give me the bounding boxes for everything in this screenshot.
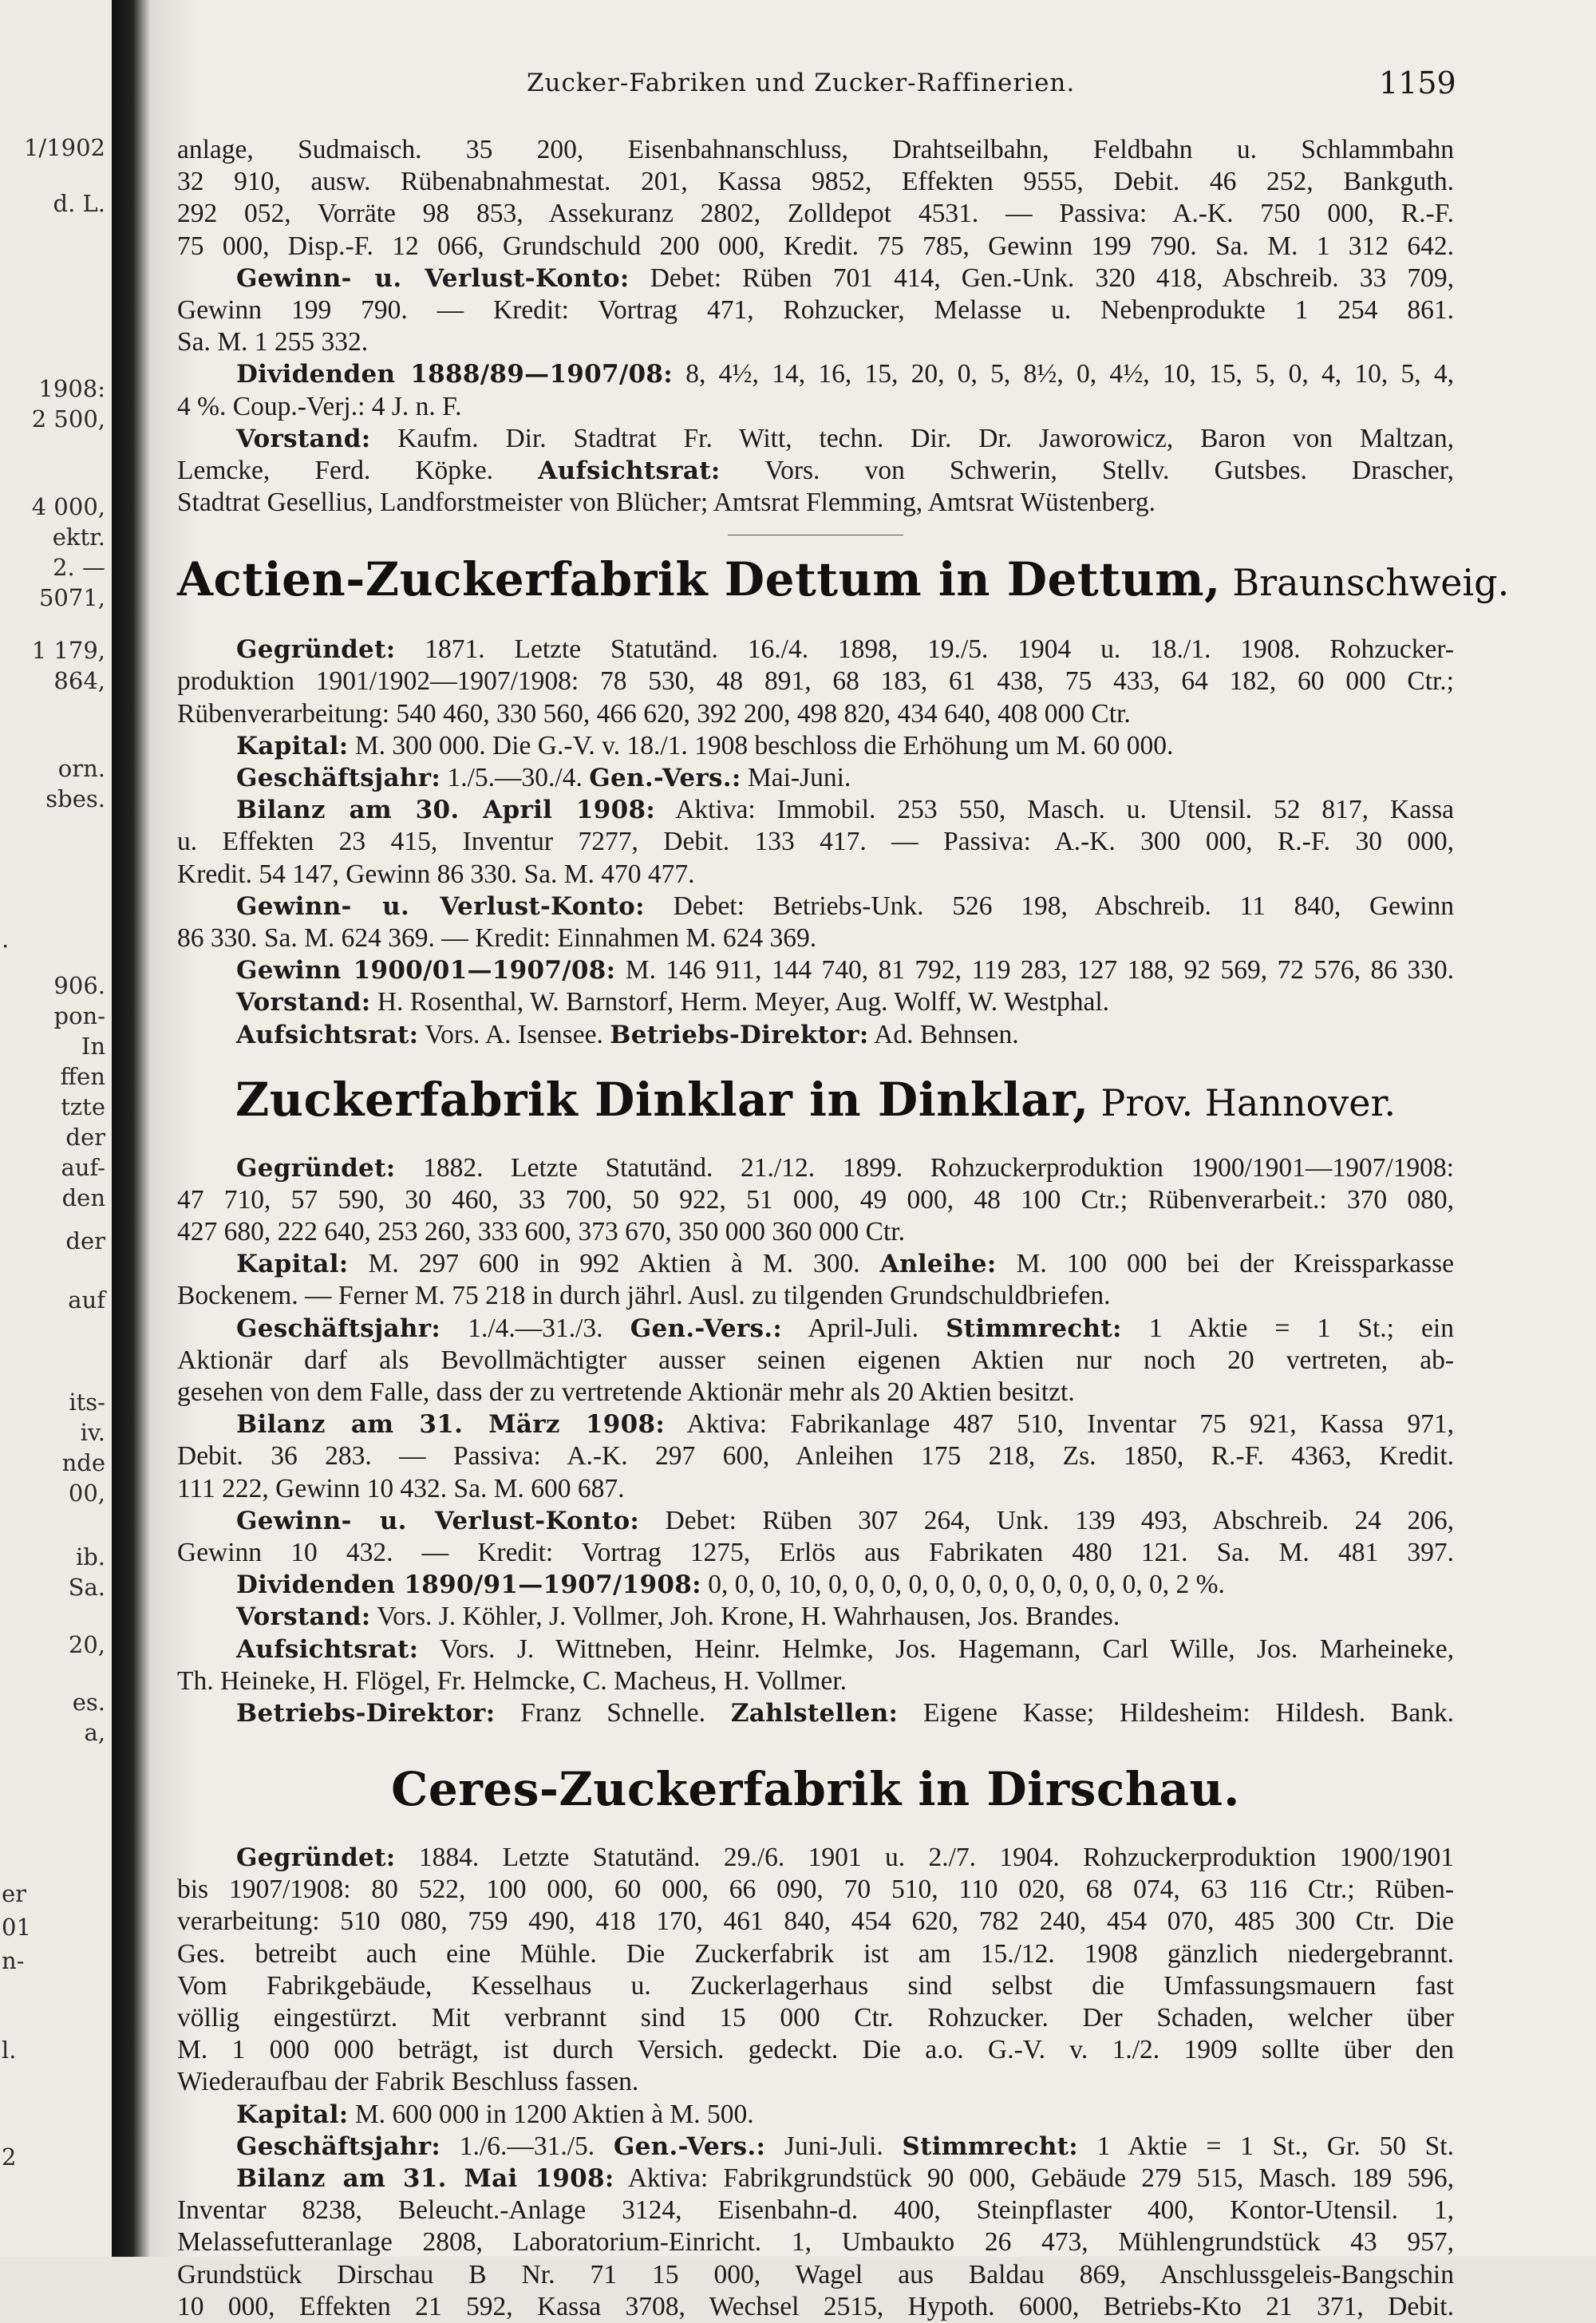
field-label: Geschäftsjahr:: [236, 764, 441, 792]
entry-dirschau: [177, 1761, 1454, 2323]
book-page: [150, 0, 1596, 2321]
text-line: [177, 634, 1454, 666]
text-line: Grundstück Dirschau B Nr. 71 15 000, Wagel aus Baldau 869, Anschlussgeleis-Bangschin: [177, 2259, 1454, 2289]
text-line: 4 %. Coup.-Verj.: 4 J. n. F.: [177, 391, 462, 421]
facing-fragment: sbes.: [45, 785, 105, 812]
entry-title-location: Prov. Hannover.: [1088, 1081, 1396, 1124]
entry-title-main: Actien-Zuckerfabrik Dettum in Dettum,: [177, 552, 1221, 607]
entry-title: [177, 1072, 1454, 1140]
field-label: Kapital:: [236, 1250, 349, 1279]
field-label: Aufsichtsrat:: [236, 1020, 419, 1049]
text-line: [177, 794, 1454, 826]
text-line: 427 680, 222 640, 253 260, 333 600, 373 670, 350 000 360 000 Ctr.: [177, 1217, 905, 1247]
facing-page-fragment: [0, 0, 112, 2257]
text-line: Kredit. 54 147, Gewinn 86 330. Sa. M. 470 477.: [177, 859, 695, 889]
entry-title: [177, 1761, 1454, 1829]
text-line: [177, 1569, 1454, 1601]
field-label: Gegründet:: [236, 635, 396, 665]
facing-fragment: ektr.: [52, 523, 105, 551]
text-line: [177, 1634, 1454, 1665]
facing-fragment: iv.: [80, 1419, 105, 1446]
field-value: 0, 0, 0, 10, 0, 0, 0, 0, 0, 0, 0, 0, 0, 0, 0, 0, 0, 2 %.: [701, 1570, 1225, 1600]
facing-fragment: auf: [68, 1286, 105, 1314]
field-value: Vors. J. Köhler, J. Vollmer, Joh. Krone, H. Wahrhausen, Jos. Brandes.: [370, 1602, 1120, 1632]
field-label: Bilanz am 31. Mai 1908:: [236, 2163, 614, 2193]
field-value: Juni-Juli.: [765, 2131, 903, 2161]
text-line: 75 000, Disp.-F. 12 066, Grundschuld 200 000, Kredit. 75 785, Gewinn 199 790. Sa. M. 1 312 642.: [177, 231, 1454, 261]
text-line: Vom Fabrikgebäude, Kesselhaus u. Zuckerlagerhaus sind selbst die Umfassungsmauern fast: [177, 1970, 1454, 2001]
text-line: völlig eingestürzt. Mit verbrannt sind 15 000 Ctr. Rohzucker. Der Schaden, welcher über: [177, 2003, 1454, 2033]
field-label: Gen.-Vers.:: [630, 1314, 783, 1343]
facing-fragment: d. L.: [53, 190, 105, 217]
page-content: [177, 134, 1510, 2323]
text-line: [177, 2131, 1454, 2163]
field-label: Dividenden 1890/91—1907/1908:: [236, 1570, 701, 1600]
facing-fragment: a,: [84, 1719, 105, 1746]
text-line: [177, 1505, 1454, 1537]
field-label: Bilanz am 31. März 1908:: [236, 1410, 666, 1440]
text-line: Aktionär darf als Bevollmächtigter ausser seinen eigenen Aktien nur noch 20 vertreten, ab-: [177, 1345, 1454, 1375]
text-line: [177, 1313, 1454, 1345]
facing-fragment: Sa.: [68, 1574, 105, 1601]
running-title: Zucker-Fabriken und Zucker-Raffinerien.: [527, 69, 1076, 97]
text-line: 47 710, 57 590, 30 460, 33 700, 50 922, 51 000, 49 000, 48 100 Ctr.; Rübenverarbeit.: 370 080,: [177, 1184, 1454, 1215]
field-value: M. 100 000 bei der Kreissparkasse: [996, 1249, 1454, 1279]
facing-fragment: 2. —: [53, 554, 105, 581]
text-line: [177, 2099, 1454, 2131]
field-value: Aktiva: Fabrikanlage 487 510, Inventar 75 921, Kassa 971,: [665, 1409, 1454, 1440]
facing-fragment: nde: [61, 1449, 105, 1476]
text-line: u. Effekten 23 415, Inventur 7277, Debit. 133 417. — Passiva: A.-K. 300 000, R.-F. 30 000,: [177, 827, 1454, 857]
field-value: M. 600 000 in 1200 Aktien à M. 500.: [348, 2099, 754, 2129]
facing-fragment: l.: [2, 2037, 17, 2064]
entry-title: [177, 551, 1510, 619]
entry-dinklar: [177, 1072, 1454, 1729]
text-line: [177, 1697, 1454, 1729]
field-value: Ad. Behnsen.: [868, 1019, 1019, 1049]
facing-fragment: ffen: [60, 1063, 105, 1090]
field-value: H. Rosenthal, W. Barnstorf, Herm. Meyer, Aug. Wolff, W. Westphal.: [370, 987, 1110, 1017]
facing-fragment: 906.: [53, 972, 105, 999]
text-line: [177, 455, 1454, 487]
field-label: Anleihe:: [879, 1250, 997, 1279]
facing-fragment: 2: [2, 2143, 17, 2171]
field-label: Gewinn 1900/01—1907/08:: [236, 956, 616, 986]
field-value: Aktiva: Fabrikgrundstück 90 000, Gebäude 279 515, Masch. 189 596,: [614, 2163, 1454, 2193]
text-line: bis 1907/1908: 80 522, 100 000, 60 000, 66 090, 70 510, 110 020, 68 074, 63 116 Ctr.; Rüben-: [177, 1875, 1454, 1905]
field-value: 1 Aktie = 1 St., Gr. 50 St.: [1078, 2131, 1454, 2161]
field-label: Stimmrecht:: [946, 1314, 1122, 1343]
facing-fragment: 5071,: [38, 584, 105, 611]
field-label: Stimmrecht:: [902, 2131, 1079, 2161]
facing-fragment: 2 500,: [31, 405, 105, 433]
text-line: [177, 1842, 1454, 1874]
field-label: Gen.-Vers.:: [613, 2131, 766, 2161]
field-label: Aufsichtsrat:: [538, 456, 721, 485]
field-value: M. 300 000. Die G.-V. v. 18./1. 1908 beschloss die Erhöhung um M. 60 000.: [348, 730, 1174, 761]
facing-fragment: its-: [69, 1389, 105, 1416]
facing-fragment: er: [2, 1880, 27, 1907]
field-value: 8, 4½, 14, 16, 15, 20, 0, 5, 8½, 0, 4½, 10, 15, 5, 0, 4, 10, 5, 4,: [673, 359, 1454, 389]
text-line: [177, 1152, 1454, 1184]
text-line: [177, 1601, 1454, 1633]
text-line: Melassefutteranlage 2808, Laboratorium-Einricht. 1, Umbaukto 26 473, Mühlengrundstück 43 957,: [177, 2227, 1454, 2258]
facing-fragment: es.: [72, 1689, 105, 1716]
text-line: [177, 730, 1454, 762]
field-value: Mai-Juni.: [741, 763, 851, 792]
field-label: Aufsichtsrat:: [236, 1634, 419, 1664]
facing-fragment: 01: [2, 1914, 31, 1941]
text-line: Wiederaufbau der Fabrik Beschluss fassen.: [177, 2067, 639, 2097]
facing-fragment: 20,: [68, 1631, 105, 1658]
text-line: gesehen von dem Falle, dass der zu vertretende Aktionär mehr als 20 Aktien besitzt.: [177, 1377, 1075, 1407]
entry-title-main: Ceres-Zuckerfabrik in Dirschau.: [391, 1762, 1240, 1817]
field-value: Vors. A. Isensee.: [418, 1019, 610, 1049]
field-value: Aktiva: Immobil. 253 550, Masch. u. Utensil. 52 817, Kassa: [655, 795, 1454, 825]
text-line: produktion 1901/1902—1907/1908: 78 530, 48 891, 68 183, 61 438, 75 433, 64 182, 60 000 Ctr.;: [177, 666, 1454, 697]
field-label: Vorstand:: [236, 424, 371, 453]
text-line: verarbeitung: 510 080, 759 490, 418 170, 461 840, 454 620, 782 240, 454 070, 485 300 Ctr. Die: [177, 1906, 1454, 1937]
facing-fragment: pon-: [53, 1002, 105, 1029]
entry-dettum: [177, 551, 1510, 1050]
text-line: Debit. 36 283. — Passiva: A.-K. 297 600, Anleihen 175 218, Zs. 1850, R.-F. 4363, Kredit.: [177, 1441, 1454, 1472]
text-line: [177, 891, 1454, 922]
page-number: 1159: [1379, 65, 1456, 101]
facing-fragment: ib.: [75, 1543, 105, 1570]
field-value: 1884. Letzte Statutänd. 29./6. 1901 u. 2./7. 1904. Rohzuckerproduktion 1900/1901: [395, 1843, 1454, 1873]
field-value: M. 146 911, 144 740, 81 792, 119 283, 127 188, 92 569, 72 576, 86 330.: [615, 955, 1454, 986]
text-line: [177, 1248, 1454, 1280]
field-label: Gegründet:: [236, 1843, 396, 1873]
facing-fragment: 1/1902: [23, 134, 105, 161]
text-line: [177, 954, 1454, 986]
field-value: 1882. Letzte Statutänd. 21./12. 1899. Rohzuckerproduktion 1900/1901—1907/1908:: [395, 1152, 1454, 1183]
field-value: Debet: Betriebs-Unk. 526 198, Abschreib. 11 840, Gewinn: [644, 891, 1454, 921]
facing-fragment: In: [81, 1033, 105, 1060]
facing-fragment: den: [61, 1184, 105, 1211]
field-value: 1./5.—30./4.: [440, 763, 590, 792]
field-value: Debet: Rüben 307 264, Unk. 139 493, Abschreib. 24 206,: [639, 1505, 1454, 1535]
field-value: M. 297 600 in 992 Aktien à M. 300.: [348, 1249, 880, 1279]
field-label: Gen.-Vers.:: [589, 764, 741, 792]
field-value: Lemcke, Ferd. Köpke.: [177, 455, 494, 485]
book-gutter: [112, 0, 150, 2257]
text-line: Stadtrat Gesellius, Landforstmeister von Blücher; Amtsrat Flemming, Amtsrat Wüstenberg.: [177, 488, 1156, 518]
facing-fragment: 00,: [68, 1480, 105, 1507]
facing-fragment: 4 000,: [31, 493, 105, 520]
field-label: Betriebs-Direktor:: [610, 1020, 869, 1049]
facing-fragment: .: [2, 926, 10, 953]
field-label: Bilanz am 30. April 1908:: [236, 796, 656, 825]
field-label: Vorstand:: [236, 988, 371, 1017]
field-label: Dividenden 1888/89—1907/08:: [236, 360, 674, 389]
field-value: 1 Aktie = 1 St.; ein: [1121, 1313, 1454, 1343]
text-line: Ges. betreibt auch eine Mühle. Die Zuckerfabrik ist am 15./12. 1908 gänzlich niedergebrannt.: [177, 1938, 1454, 1969]
field-label: Kapital:: [236, 2100, 349, 2129]
field-label: Geschäftsjahr:: [236, 2131, 441, 2161]
text-line: 292 052, Vorräte 98 853, Assekuranz 2802, Zolldepot 4531. — Passiva: A.-K. 750 000, R.-F.: [177, 199, 1454, 229]
text-line: [177, 423, 1454, 455]
text-line: [177, 986, 1454, 1018]
facing-fragment: auf-: [61, 1154, 105, 1181]
field-value: 1./4.—31./3.: [440, 1313, 630, 1343]
field-label: Vorstand:: [236, 1602, 371, 1632]
field-label: Gewinn- u. Verlust-Konto:: [236, 891, 645, 921]
text-line: 86 330. Sa. M. 624 369. — Kredit: Einnahmen M. 624 369.: [177, 922, 817, 953]
text-line: Sa. M. 1 255 332.: [177, 327, 369, 358]
field-value: 1871. Letzte Statutänd. 16./4. 1898, 19./5. 1904 u. 18./1. 1908. Rohzucker-: [395, 634, 1454, 665]
entry-title-main: Zuckerfabrik Dinklar in Dinklar,: [235, 1072, 1089, 1127]
facing-fragment: n-: [2, 1947, 25, 1974]
field-value: Vors. J. Wittneben, Heinr. Helmke, Jos. Hagemann, Carl Wille, Jos. Marheineke,: [418, 1634, 1454, 1664]
text-line: [177, 762, 1454, 794]
text-line: M. 1 000 000 beträgt, ist durch Versich. gedeckt. Die a.o. G.-V. v. 1./2. 1909 sollte über den: [177, 2035, 1454, 2065]
text-line: [177, 263, 1454, 294]
text-line: [177, 358, 1454, 390]
text-line: Inventar 8238, Beleucht.-Anlage 3124, Eisenbahn-d. 400, Steinpflaster 400, Kontor-Utensil. 1,: [177, 2195, 1454, 2226]
field-label: Gegründet:: [236, 1153, 396, 1183]
field-value: Eigene Kasse; Hildesheim: Hildesh. Bank.: [898, 1697, 1454, 1728]
page-header: [150, 65, 1596, 109]
facing-fragment: orn.: [57, 755, 105, 782]
text-line: 32 910, ausw. Rübenabnahmestat. 201, Kassa 9852, Effekten 9555, Debit. 46 252, Bankguth.: [177, 167, 1454, 197]
field-value: Vors. von Schwerin, Stellv. Gutsbes. Drascher,: [720, 455, 1454, 485]
text-line: anlage, Sudmaisch. 35 200, Eisenbahnanschluss, Drahtseilbahn, Feldbahn u. Schlammbahn: [177, 135, 1454, 164]
text-line: [177, 1019, 1454, 1051]
text-line: [177, 1408, 1454, 1440]
text-line: Bockenem. — Ferner M. 75 218 in durch jährl. Ausl. zu tilgenden Grundschuldbriefen.: [177, 1281, 1111, 1311]
field-label: Betriebs-Direktor:: [236, 1698, 496, 1728]
field-label: Gewinn- u. Verlust-Konto:: [236, 263, 630, 293]
field-label: Zahlstellen:: [730, 1698, 899, 1728]
field-value: April-Juli.: [782, 1313, 946, 1343]
text-line: 10 000, Effekten 21 592, Kassa 3708, Wechsel 2515, Hypoth. 6000, Betriebs-Kto 21 371, Debit.: [177, 2291, 1454, 2321]
facing-fragment: der: [65, 1227, 105, 1254]
text-line: [177, 2163, 1454, 2195]
field-value: Kaufm. Dir. Stadtrat Fr. Witt, techn. Dir. Dr. Jaworowicz, Baron von Maltzan,: [370, 423, 1454, 453]
facing-fragment: 1 179,: [31, 637, 105, 664]
facing-fragment: 864,: [53, 667, 105, 694]
field-value: Debet: Rüben 701 414, Gen.-Unk. 320 418, Abschreib. 33 709,: [629, 263, 1454, 293]
facing-fragment: tzte: [61, 1093, 105, 1120]
facing-fragment: der: [65, 1124, 105, 1151]
text-line: 111 222, Gewinn 10 432. Sa. M. 600 687.: [177, 1473, 625, 1503]
facing-fragment: 1908:: [38, 375, 105, 402]
entry-title-location: Braunschweig.: [1220, 561, 1510, 605]
field-label: Kapital:: [236, 731, 349, 761]
field-value: 1./6.—31./5.: [440, 2131, 614, 2161]
field-label: Geschäftsjahr:: [236, 1314, 441, 1343]
text-line: Gewinn 199 790. — Kredit: Vortrag 471, Rohzucker, Melasse u. Nebenprodukte 1 254 861.: [177, 294, 1454, 325]
text-line: Rübenverarbeitung: 540 460, 330 560, 466 620, 392 200, 498 820, 434 640, 408 000 Ctr.: [177, 698, 1131, 729]
text-line: Th. Heineke, H. Flögel, Fr. Helmcke, C. Macheus, H. Vollmer.: [177, 1665, 847, 1696]
entry-continuation: [177, 134, 1454, 519]
field-label: Gewinn- u. Verlust-Konto:: [236, 1506, 640, 1535]
field-value: Franz Schnelle.: [495, 1697, 731, 1728]
text-line: Gewinn 10 432. — Kredit: Vortrag 1275, Erlös aus Fabrikaten 480 121. Sa. M. 481 397.: [177, 1537, 1454, 1567]
